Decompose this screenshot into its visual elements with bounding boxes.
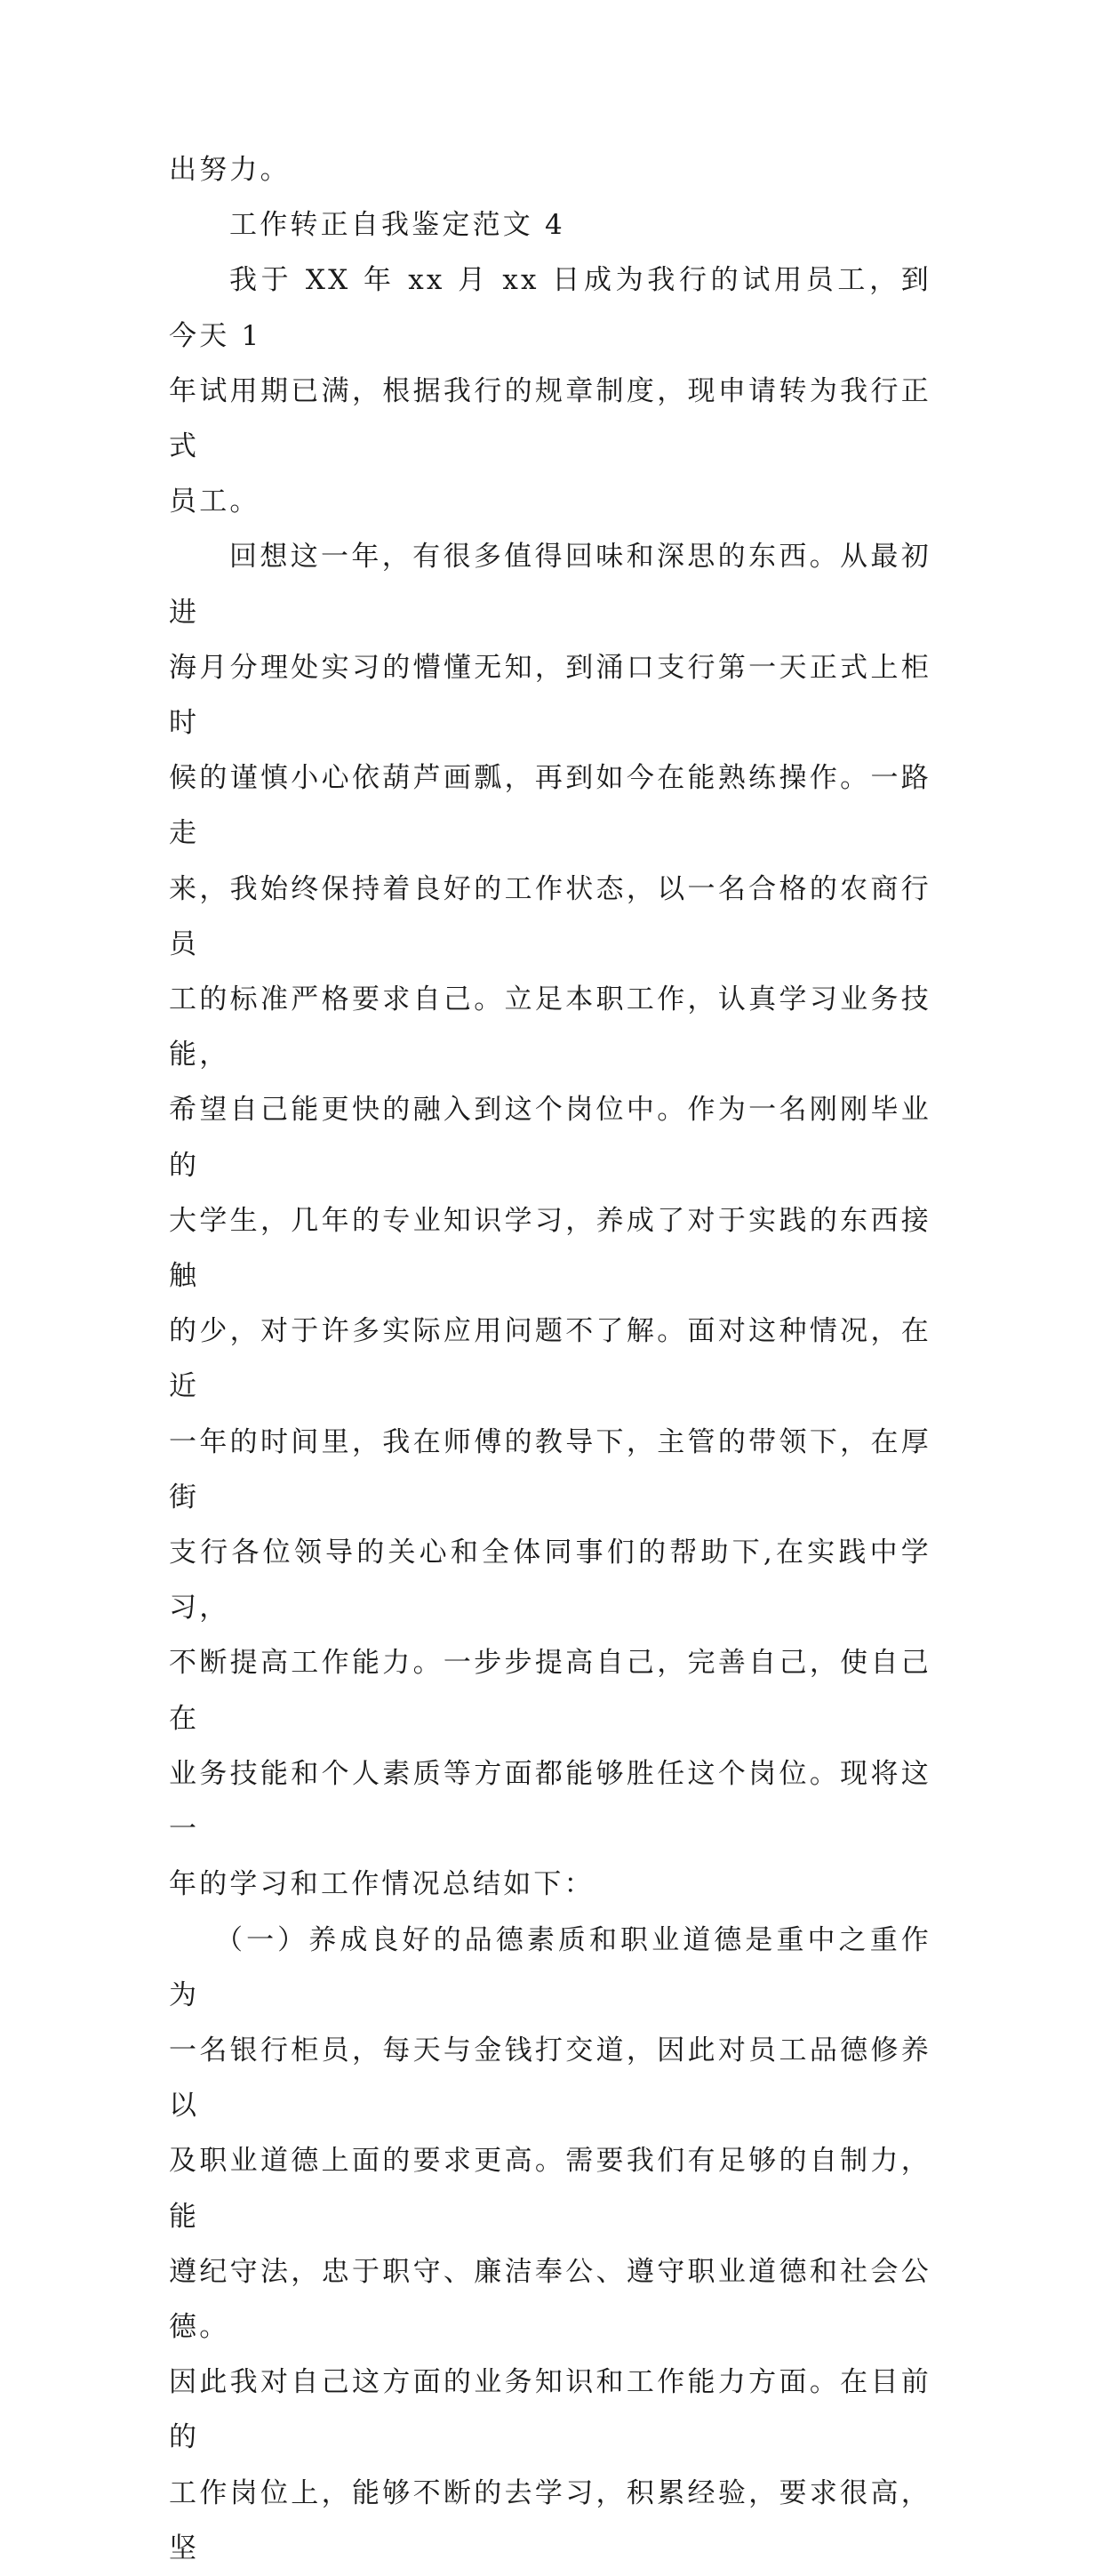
paragraph-intro: 我于 XX 年 xx 月 xx 日成为我行的试用员工，到今天 1 年试用期已满，根据我行的规章制度，现申请转为我行正式 员工。 [169, 264, 931, 518]
paragraph-review: 回想这一年，有很多值得回味和深思的东西。从最初进 海月分理处实习的懵懂无知，到涌口支行第一天正式上柜时 候的谨慎小心依葫芦画瓢，再到如今在能熟练操作。一路走 来，我始终保持着良好的工作状态，以一名合格的农商行员 工的标准严格要求自己。立足本职工作，认真学习业务技能， 希望自己能更快的融入到这个岗位中。作为一名刚刚毕业的 大学生，几年的专业知识学习，养成了对于实践的东西接触 的少，对于许多实际应用问题不了解。面对这种情况，在近 一年的时间里，我在师傅的教导下，主管的带领下，在厚街 支行各位领导的关心和全体同事们的帮助下,在实践中学习， 不断提高工作能力。一步步提高自己，完善自己，使自己在 业务技能和个人素质等方面都能够胜任这个岗位。现将这一 年的学习和工作情况总结如下： [169, 541, 931, 1901]
document-body [169, 142, 931, 2576]
paragraph-ethics: （一）养成良好的品德素质和职业道德是重中之重作为 一名银行柜员，每天与金钱打交道，因此对员工品德修养以 及职业道德上面的要求更高。需要我们有足够的自制力，能 遵纪守法，忠于职守、廉洁奉公、遵守职业道德和社会公德。 因此我对自己这方面的业务知识和工作能力方面。在目前的 工作岗位上，能够不断的去学习，积累经验，要求很高，坚 [169, 1923, 931, 2564]
paragraph-continuation: 出努力。 [169, 154, 291, 186]
section-heading: 工作转正自我鉴定范文 4 [229, 209, 565, 242]
